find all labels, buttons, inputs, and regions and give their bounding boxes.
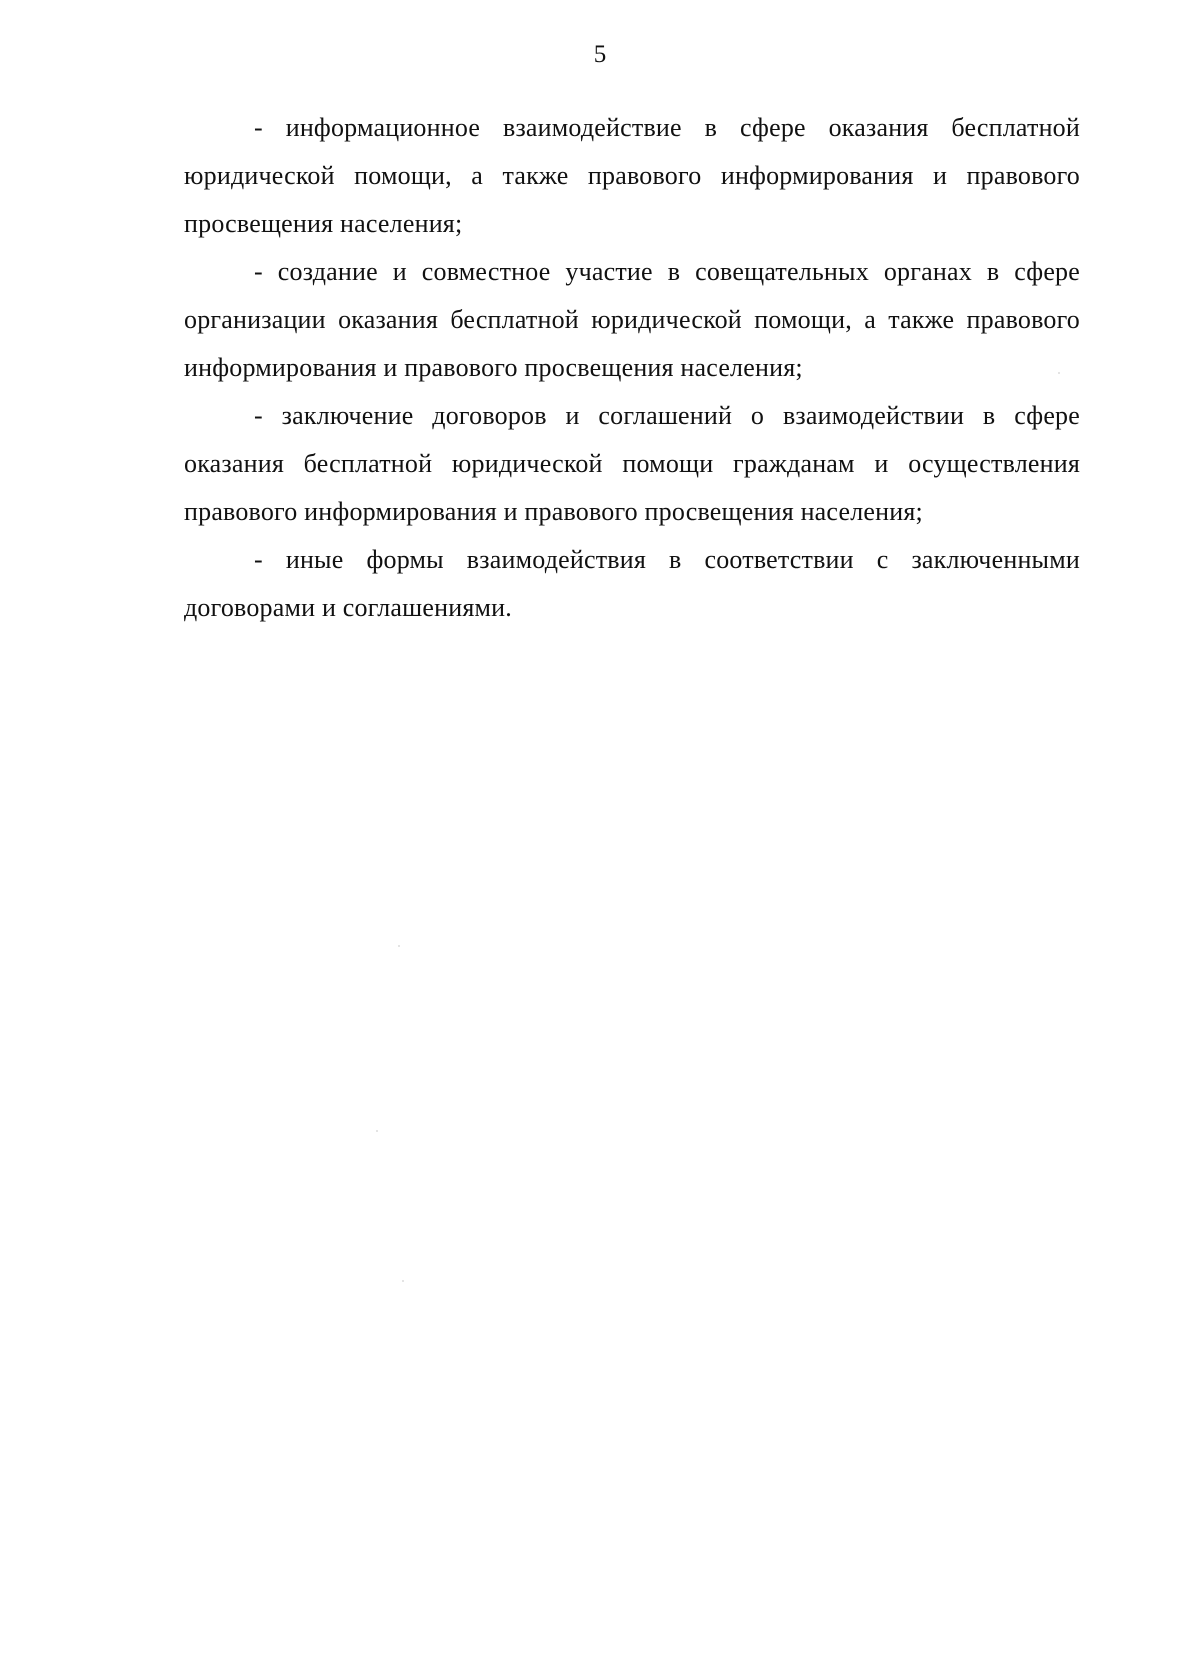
paragraph-other-forms: - иные формы взаимодействия в соответствии с заключенными договорами и соглашениями. xyxy=(184,545,1080,622)
page-number: 5 xyxy=(593,41,607,68)
scan-speck xyxy=(1058,372,1060,374)
paragraph-advisory-bodies: - создание и совместное участие в совещательных органах в сфере организации оказания бесплатной юридической помощи, а также правового информирования и правового просвещения населения; xyxy=(184,257,1080,382)
scan-speck xyxy=(398,945,400,947)
scan-speck xyxy=(402,1280,404,1282)
paragraph-agreements: - заключение договоров и соглашений о взаимодействии в сфере оказания бесплатной юридической помощи гражданам и осуществления правового информирования и правового просвещения населения; xyxy=(184,401,1080,526)
paragraph-information-interaction: - информационное взаимодействие в сфере оказания бесплатной юридической помощи, а также правового информирования и правового просвещения населения; xyxy=(184,113,1080,238)
scan-speck xyxy=(376,1130,378,1132)
body-text xyxy=(184,104,1080,632)
